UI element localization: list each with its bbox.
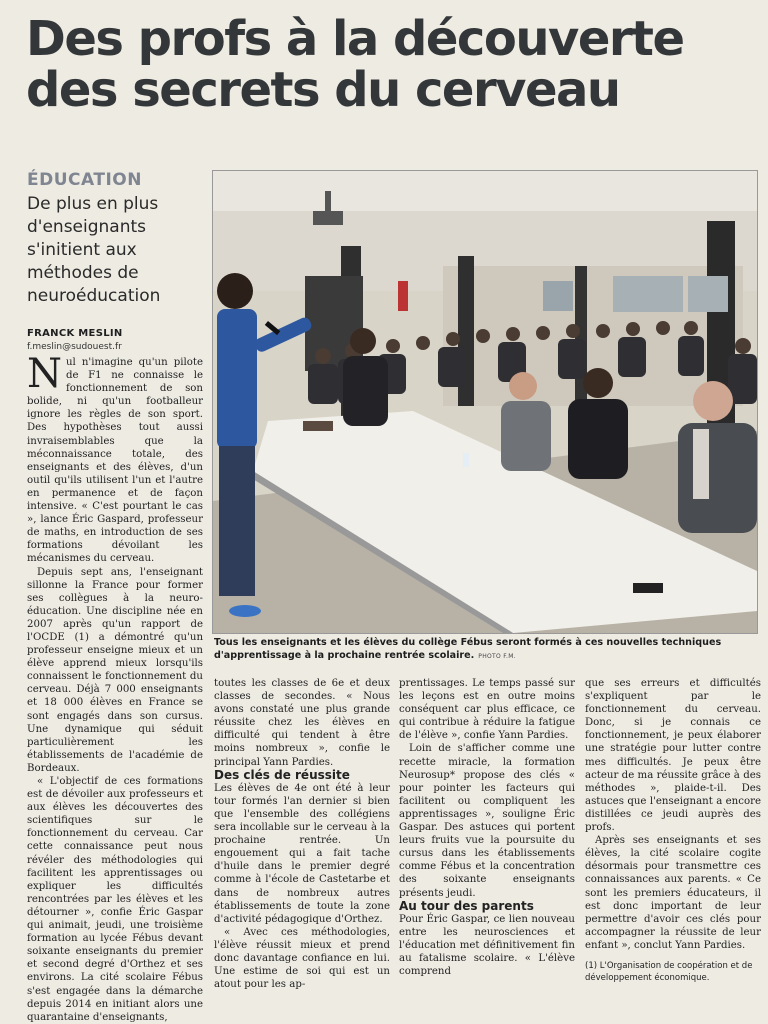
caption-text: Tous les enseignants et les élèves du collège Fébus seront formés à ces nouvelles techniques d'apprentissage à la prochaine rentrée scolaire. [214, 637, 722, 661]
author-email: f.meslin@sudouest.fr [27, 342, 122, 352]
classroom-photo-illustration [213, 171, 757, 633]
paragraph: toutes les classes de 6e et deux classes de secondes. « Nous avons constaté une plus grande réussite chez les élèves en difficulté qui tendent à être moins nombreux », confie le principal Yann Pardies. [214, 678, 390, 768]
author-name: FRANCK MESLIN [27, 328, 123, 339]
article-column-4 [585, 677, 761, 995]
paragraph: Pour Éric Gaspar, ce lien nouveau entre les neurosciences et l'éducation met définitivement fin au fatalisme scolaire. « L'élève comprend [399, 913, 575, 978]
headline [26, 11, 756, 118]
paragraph: prentissages. Le temps passé sur les leçons est en outre moins conséquent car plus efficace, ce qui contribue à réduire la fatigue de l'élève », confie Yann Pardies. [399, 678, 575, 742]
paragraph: Loin de s'afficher comme une recette miracle, la formation Neurosup* propose des clés « pour pointer les facteurs qui facilitent ou compliquent les apprentissages », souligne Éric Gaspar. Des astuces qui portent leurs fruits vue la poursuite du cursus dans les établissements comme Fébus et la concentration des soixante enseignants présents jeudi. [399, 743, 575, 899]
paragraph-text: ul n'imagine qu'un pilote de F1 ne connaisse le fonctionnement de son bolide, ni qu'un footballeur ignore les règles de son sport. Des hypothèses tout aussi invraisemblables que la méconnaissance totale, des enseignants et des élèves, d'un outil qu'ils utilisent l'un et l'autre en permanence et de façon intensive. « C'est pourtant le cas », lance Éric Gaspard, professeur de maths, en introduction de ses formations dévoilant les mécanismes du cerveau. [27, 357, 203, 565]
photo-caption [214, 636, 754, 663]
paragraph: que ses erreurs et difficultés s'expliquent par le fonctionnement du cerveau. Donc, si je connais ce fonctionnement, je peux élaborer une stratégie pour lutter contre mes difficultés. Je peux être acteur de ma réussite grâce à des méthodes », plaide-t-il. Des astuces que l'enseignant a encore distillées ce jeudi auprès des profs. [585, 678, 761, 834]
paragraph: Les élèves de 4e ont été à leur tour formés l'an dernier si bien que l'ensemble des collégiens sera incollable sur le cerveau à la prochaine rentrée. Un engouement qui a fait tache d'huile dans le premier degré comme à l'école de Castetarbe et dans de nombreux autres établissements de toute la zone d'activité pédagogique d'Orthez. [214, 782, 390, 925]
paragraph: « Avec ces méthodologies, l'élève réussit mieux et prend donc davantage confiance en lui. Une estime de soi qui est un atout pour les ap- [214, 926, 390, 991]
paragraph: Après ses enseignants et ses élèves, la cité scolaire cogite désormais pour transmettre ces connaissances aux parents. « Ce sont les premiers éducateurs, il est donc important de leur permettre d'avoir ces clés pour accompagner la réussite de leur enfant », conclut Yann Pardies. [585, 835, 761, 951]
subheading-parents-turn: Au tour des parents [399, 898, 534, 913]
article-photo [212, 170, 758, 634]
drop-cap: N [27, 351, 62, 397]
article-column-1 [27, 351, 203, 1023]
section-rubric: ÉDUCATION [27, 170, 142, 190]
headline-line-1: Des profs à la découverte [26, 11, 684, 67]
paragraph [27, 351, 203, 566]
headline-line-2: des secrets du cerveau [26, 62, 620, 118]
article-column-2 [214, 677, 390, 995]
article-column-3 [399, 677, 575, 995]
paragraph: Depuis sept ans, l'enseignant sillonne la France pour former ses collègues à la neuro-éducation. Une discipline née en 2007 après qu'un rapport de l'OCDE (1) a démontré qu'un professeur enseigne mieux et un élève apprend mieux lorsqu'ils connaissent le fonctionnement du cerveau. Déjà 7 000 enseignants et 18 000 élèves en France se sont engagés dans son cursus. Une dynamique qui séduit particulièrement les établissements de l'académie de Bordeaux. [27, 566, 203, 774]
photo-credit: PHOTO F.M. [478, 653, 516, 660]
standfirst: De plus en plus d'enseignants s'initient aux méthodes de neuroéducation [27, 194, 161, 306]
footnote: (1) L'Organisation de coopération et de développement économique. [585, 960, 753, 983]
paragraph: « L'objectif de ces formations est de dévoiler aux professeurs et aux élèves les découvertes des scientifiques sur le fonctionnement du cerveau. Car cette connaissance peut nous révéler des méthodologies qui facilitent les apprentissages ou expliquer les difficultés rencontrées par les élèves et les détourner », confie Éric Gaspar qui animait, jeudi, une troisième formation au lycée Fébus devant soixante enseignants du premier et second degré d'Orthez et ses environs. La cité scolaire Fébus s'est engagée dans la démarche depuis 2014 en initiant alors une quarantaine d'enseignants, [27, 776, 203, 1023]
subheading-keys-to-success: Des clés de réussite [214, 767, 350, 782]
